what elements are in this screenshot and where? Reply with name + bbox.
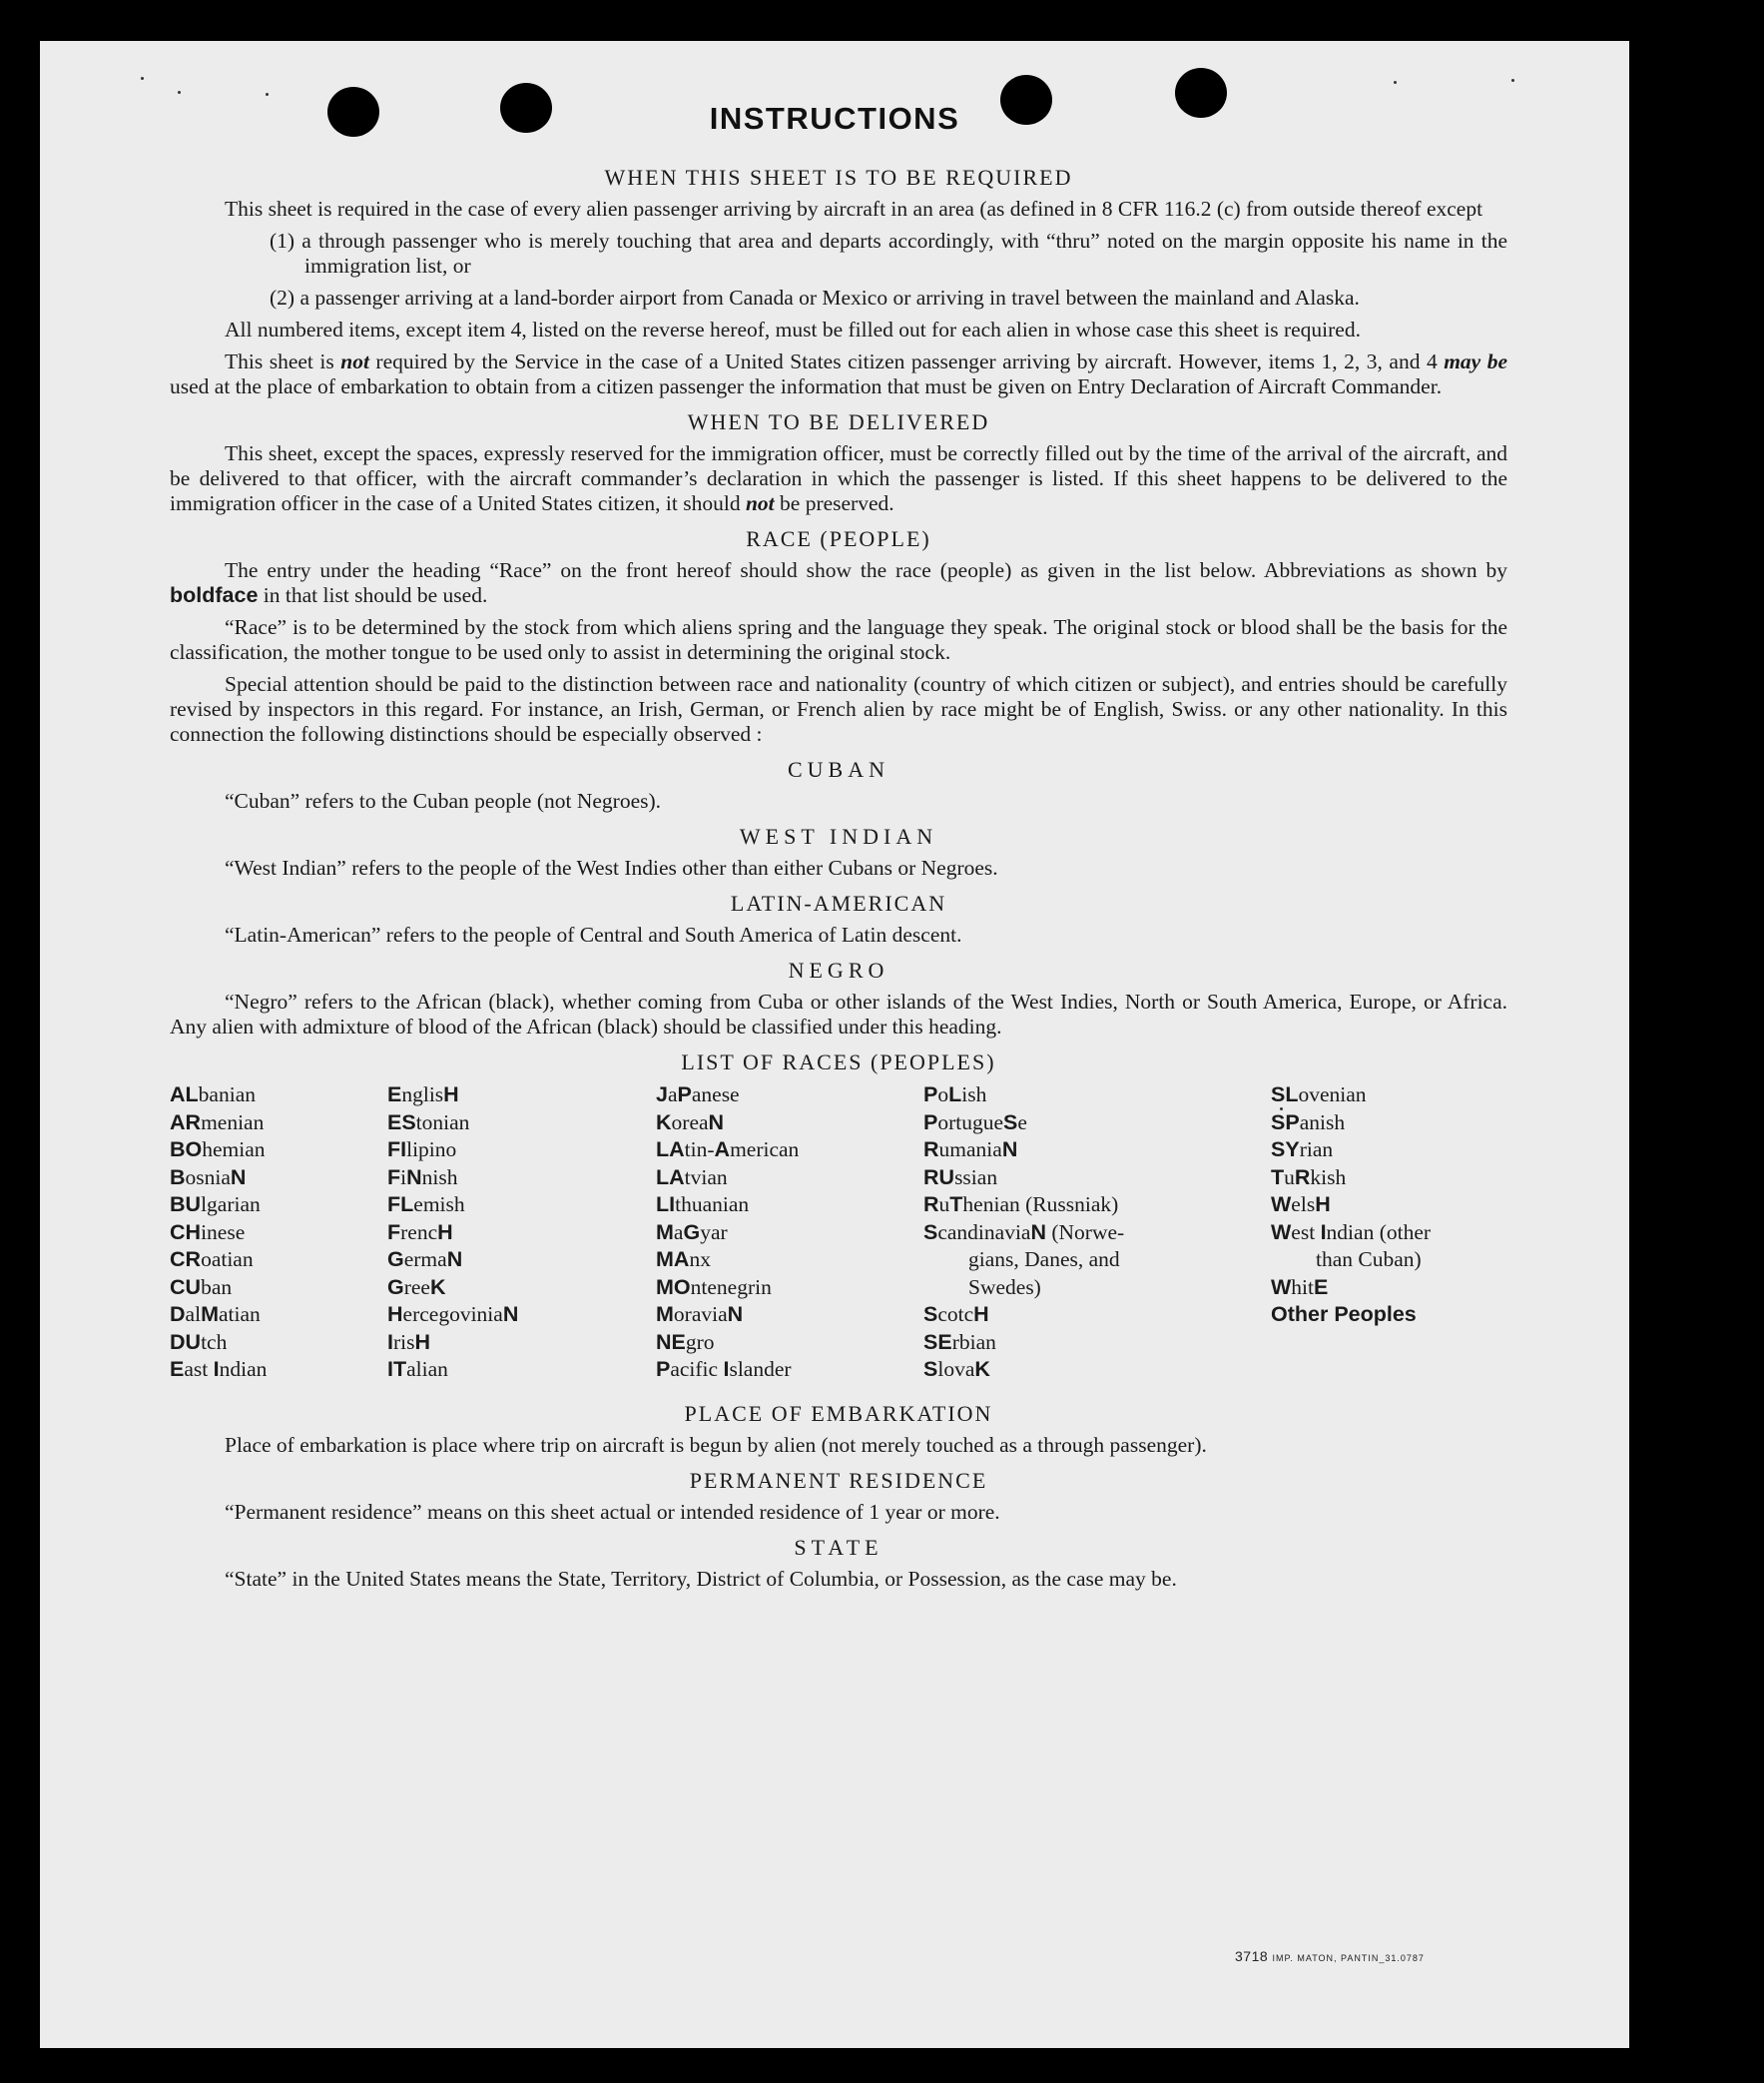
race-entry	[923, 1136, 1124, 1164]
section-heading: STATE	[794, 1535, 883, 1560]
race-abbrev: NE	[656, 1329, 686, 1354]
race-abbrev: SE	[923, 1329, 952, 1354]
race-text: o	[937, 1082, 949, 1106]
race-entry	[656, 1274, 799, 1302]
race-entry	[923, 1246, 1124, 1274]
race-entry	[1271, 1109, 1431, 1137]
document-page	[40, 41, 1629, 2048]
race-text: kish	[1310, 1164, 1347, 1189]
race-abbrev: G	[387, 1247, 404, 1271]
race-entry	[923, 1219, 1124, 1247]
race-abbrev: E	[1314, 1274, 1329, 1299]
race-entry	[656, 1329, 799, 1357]
section-heading: NEGRO	[788, 958, 889, 983]
race-abbrev: Other Peoples	[1271, 1302, 1417, 1326]
race-text: tonian	[415, 1109, 470, 1134]
race-abbrev: K	[974, 1357, 990, 1381]
emphasis: not	[745, 491, 775, 515]
race-entry	[656, 1109, 799, 1137]
race-abbrev: CR	[170, 1247, 202, 1271]
race-text: Swedes)	[968, 1274, 1041, 1299]
race-abbrev: MO	[656, 1274, 691, 1299]
race-text: ndian (other	[1326, 1219, 1432, 1244]
section-heading: PERMANENT RESIDENCE	[689, 1468, 988, 1493]
race-entry	[1271, 1219, 1431, 1247]
race-abbrev: R	[923, 1137, 939, 1161]
race-entry	[1271, 1136, 1431, 1164]
race-entry	[170, 1164, 267, 1192]
race-text: umania	[938, 1137, 1002, 1161]
race-abbrev: T	[949, 1192, 963, 1216]
race-abbrev: SY	[1271, 1137, 1300, 1161]
race-entry	[387, 1219, 518, 1247]
section-heading: PLACE OF EMBARKATION	[684, 1401, 993, 1426]
race-entry	[387, 1301, 518, 1329]
race-text: erma	[403, 1247, 447, 1271]
race-entry	[387, 1274, 518, 1302]
race-entry	[923, 1109, 1124, 1137]
text-run: This sheet, except the spaces, expressly reserved for the immigration officer, must be correctly filled out by the time of the arrival of the aircraft, and be delivered to that officer, with the aircraft commander’s declaration in which the passenger is listed. If this sheet happens to be delivered to the immigration officer in the case of a United States citizen, it should	[170, 441, 1507, 515]
race-abbrev: P	[923, 1082, 938, 1106]
paragraph: “Latin-American” refers to the people of Central and South America of Latin descent.	[225, 923, 962, 947]
race-abbrev: P	[923, 1109, 938, 1134]
race-abbrev: W	[1271, 1219, 1292, 1244]
race-abbrev: LA	[656, 1137, 685, 1161]
race-text: rian	[1299, 1137, 1334, 1161]
paragraph: “Negro” refers to the African (black), whether coming from Cuba or other islands of the West Indies, North or South America, Europe, or Africa. Any alien with admixture of blood of the African (black) should be classified under this heading.	[170, 990, 1507, 1039]
race-abbrev: FI	[387, 1137, 407, 1161]
race-text: nglis	[401, 1082, 444, 1106]
race-text: thuanian	[675, 1192, 750, 1216]
race-text: (Norwe-	[1046, 1219, 1125, 1244]
race-text: than Cuban)	[1316, 1247, 1422, 1271]
race-list	[170, 1081, 1507, 1391]
section-heading: CUBAN	[787, 757, 889, 782]
race-entry	[923, 1356, 1124, 1384]
race-abbrev: CU	[170, 1274, 202, 1299]
race-abbrev: M	[656, 1302, 674, 1326]
race-column	[170, 1081, 267, 1384]
race-abbrev: R	[923, 1192, 939, 1216]
race-text: nish	[421, 1164, 458, 1189]
race-text: a	[667, 1082, 678, 1106]
race-abbrev: AL	[170, 1082, 199, 1106]
race-text: ntenegrin	[690, 1274, 772, 1299]
race-abbrev: P	[656, 1357, 671, 1381]
race-entry	[656, 1081, 799, 1109]
race-text: merican	[730, 1137, 800, 1161]
race-abbrev: F	[387, 1219, 401, 1244]
race-text: emish	[413, 1192, 465, 1216]
race-abbrev: ES	[387, 1109, 416, 1134]
race-abbrev: L	[948, 1082, 962, 1106]
race-abbrev: S	[923, 1302, 938, 1326]
text-run: used at the place of embarkation to obtain from a citizen passenger the information that must be given on Entry Declaration of Aircraft Commander.	[170, 374, 1443, 398]
paragraph: “West Indian” refers to the people of the West Indies other than either Cubans or Negroes.	[225, 856, 998, 880]
exception-item: (1) a through passenger who is merely touching that area and departs accordingly, with “thru” noted on the margin opposite his name in the immigration list, or	[270, 229, 1507, 278]
race-entry	[387, 1246, 518, 1274]
race-abbrev: LI	[656, 1192, 676, 1216]
race-text: inese	[201, 1219, 246, 1244]
speck	[1394, 81, 1397, 84]
race-abbrev: W	[1271, 1192, 1292, 1216]
race-entry	[170, 1136, 267, 1164]
race-entry	[387, 1081, 518, 1109]
race-abbrev: S	[923, 1219, 938, 1244]
race-abbrev: G	[387, 1274, 404, 1299]
section-heading: WHEN THIS SHEET IS TO BE REQUIRED	[604, 165, 1073, 190]
race-abbrev: R	[1294, 1164, 1311, 1189]
race-entry	[656, 1191, 799, 1219]
race-entry	[923, 1329, 1124, 1357]
race-column	[387, 1081, 518, 1384]
race-entry	[923, 1081, 1124, 1109]
text-run: required by the Service in the case of a United States citizen passenger arriving by aircraft. However, items 1, 2, 3, and 4	[368, 349, 1445, 373]
race-entry	[923, 1164, 1124, 1192]
race-abbrev: I	[1320, 1219, 1327, 1244]
race-text: rbian	[951, 1329, 996, 1354]
race-abbrev: N	[708, 1109, 725, 1134]
race-entry	[387, 1164, 518, 1192]
race-abbrev: SP	[1271, 1109, 1300, 1134]
race-text: els	[1291, 1192, 1316, 1216]
race-abbrev: F	[387, 1164, 401, 1189]
race-abbrev: N	[1001, 1137, 1018, 1161]
race-text: ast	[184, 1357, 214, 1381]
race-entry	[1271, 1164, 1431, 1192]
race-text: renc	[400, 1219, 438, 1244]
race-text: oravia	[673, 1302, 728, 1326]
race-abbrev: G	[683, 1219, 701, 1244]
race-text: slander	[729, 1357, 792, 1381]
printer-mark: IMP. MATON, PANTIN_31.0787	[1272, 1953, 1425, 1963]
race-entry	[387, 1136, 518, 1164]
race-text: lipino	[406, 1137, 457, 1161]
race-abbrev: W	[1271, 1274, 1292, 1299]
race-abbrev: K	[429, 1274, 446, 1299]
race-entry	[170, 1081, 267, 1109]
race-entry	[170, 1274, 267, 1302]
text-run: This sheet is	[225, 349, 341, 373]
race-text: i	[400, 1164, 407, 1189]
race-text: cotc	[937, 1302, 974, 1326]
paragraph: Place of embarkation is place where trip on aircraft is begun by alien (not merely touched as a through passenger).	[225, 1433, 1207, 1457]
race-entry	[387, 1356, 518, 1384]
race-entry	[923, 1191, 1124, 1219]
race-abbrev: IT	[387, 1357, 407, 1381]
race-text: a	[673, 1219, 684, 1244]
race-abbrev: S	[1003, 1109, 1018, 1134]
race-entry	[656, 1246, 799, 1274]
race-text: orea	[671, 1109, 709, 1134]
section-heading: WHEN TO BE DELIVERED	[687, 409, 990, 434]
speck	[1511, 79, 1514, 82]
instructions-body	[170, 155, 1507, 1599]
race-entry	[1271, 1191, 1431, 1219]
emphasis: not	[340, 349, 369, 373]
race-text: ovenian	[1298, 1082, 1367, 1106]
race-abbrev: SL	[1271, 1082, 1299, 1106]
race-abbrev: MA	[656, 1247, 690, 1271]
race-abbrev: I	[723, 1357, 730, 1381]
section-heading: LATIN-AMERICAN	[730, 891, 947, 916]
speck	[141, 77, 144, 80]
race-abbrev: LA	[656, 1164, 685, 1189]
race-entry	[923, 1301, 1124, 1329]
race-text: ris	[392, 1329, 415, 1354]
paragraph: “Cuban” refers to the Cuban people (not Negroes).	[225, 789, 662, 813]
race-abbrev: N	[230, 1164, 247, 1189]
paragraph	[170, 558, 1507, 608]
race-abbrev: N	[1030, 1219, 1046, 1244]
race-text: ndian	[219, 1357, 268, 1381]
race-entry	[170, 1246, 267, 1274]
emphasis: may be	[1444, 349, 1507, 373]
race-text: al	[185, 1302, 202, 1326]
race-abbrev: M	[201, 1302, 219, 1326]
race-text: est	[1291, 1219, 1321, 1244]
race-abbrev: E	[387, 1082, 402, 1106]
race-column	[923, 1081, 1124, 1384]
race-text: atian	[218, 1302, 261, 1326]
race-abbrev: H	[437, 1219, 453, 1244]
race-text: nx	[689, 1247, 711, 1271]
speck	[178, 91, 181, 94]
paragraph: This sheet is required in the case of every alien passenger arriving by aircraft in an area (as defined in 8 CFR 116.2 (c) from outside thereof except	[225, 197, 1483, 221]
race-abbrev: CH	[170, 1219, 202, 1244]
race-abbrev: E	[170, 1357, 185, 1381]
race-text: u	[938, 1192, 950, 1216]
race-text: u	[1284, 1164, 1295, 1189]
race-entry	[656, 1136, 799, 1164]
race-abbrev: H	[387, 1302, 403, 1326]
race-text: oatian	[201, 1247, 254, 1271]
emphasis: boldface	[170, 583, 259, 607]
race-entry	[170, 1109, 267, 1137]
race-text: ban	[201, 1274, 233, 1299]
paragraph: “Race” is to be determined by the stock from which aliens spring and the language they speak. The original stock or blood shall be the basis for the classification, the mother tongue to be used only to assist in determining the original stock.	[170, 615, 1507, 664]
race-text: hit	[1291, 1274, 1314, 1299]
race-entry	[170, 1301, 267, 1329]
race-entry	[170, 1329, 267, 1357]
text-run: in that list should be used.	[258, 583, 488, 607]
text-run: be preserved.	[774, 491, 894, 515]
race-text: ree	[403, 1274, 430, 1299]
paragraph: “Permanent residence” means on this sheet actual or intended residence of 1 year or more.	[225, 1500, 1000, 1524]
race-entry	[387, 1329, 518, 1357]
race-abbrev: H	[414, 1329, 431, 1354]
race-abbrev: P	[677, 1082, 692, 1106]
race-text: alian	[406, 1357, 448, 1381]
paragraph: All numbered items, except item 4, listed on the reverse hereof, must be filled out for each alien in whose case this sheet is required.	[225, 318, 1361, 342]
section-heading: LIST OF RACES (PEOPLES)	[681, 1049, 996, 1074]
section-heading: RACE (PEOPLE)	[746, 526, 931, 551]
race-text: tin-	[684, 1137, 715, 1161]
race-abbrev: AR	[170, 1109, 202, 1134]
race-abbrev: A	[714, 1137, 731, 1161]
race-text: ercegovinia	[402, 1302, 503, 1326]
race-entry	[1271, 1274, 1431, 1302]
race-entry	[170, 1219, 267, 1247]
race-text: banian	[198, 1082, 256, 1106]
form-number: 3718	[1235, 1948, 1269, 1964]
race-abbrev: RU	[923, 1164, 955, 1189]
race-text: henian (Russniak)	[962, 1192, 1119, 1216]
race-abbrev: N	[446, 1247, 463, 1271]
race-entry	[170, 1356, 267, 1384]
race-column	[1271, 1081, 1431, 1329]
race-abbrev: I	[387, 1329, 393, 1354]
race-abbrev: B	[170, 1164, 186, 1189]
race-abbrev: H	[1315, 1192, 1331, 1216]
page-title: INSTRUCTIONS	[709, 101, 960, 136]
race-text: osnia	[185, 1164, 231, 1189]
race-text: anish	[1299, 1109, 1346, 1134]
race-abbrev: N	[727, 1302, 744, 1326]
race-abbrev: BU	[170, 1192, 202, 1216]
race-text: gro	[685, 1329, 715, 1354]
race-abbrev: J	[656, 1082, 668, 1106]
race-text: ssian	[954, 1164, 998, 1189]
race-text: ish	[961, 1082, 987, 1106]
race-column	[656, 1081, 799, 1384]
race-text: ortugue	[937, 1109, 1004, 1134]
race-abbrev: FL	[387, 1192, 414, 1216]
paragraph: “State” in the United States means the State, Territory, District of Columbia, or Possession, as the case may be.	[225, 1567, 1177, 1591]
race-entry	[1271, 1081, 1431, 1109]
race-abbrev: M	[656, 1219, 674, 1244]
race-entry	[1271, 1246, 1431, 1274]
race-abbrev: N	[502, 1302, 519, 1326]
race-text: acific	[670, 1357, 724, 1381]
race-abbrev: N	[406, 1164, 422, 1189]
race-entry	[387, 1109, 518, 1137]
race-text: tvian	[684, 1164, 728, 1189]
race-abbrev: H	[973, 1302, 989, 1326]
paragraph: Special attention should be paid to the distinction between race and nationality (country of which citizen or subject), and entries should be carefully revised by inspectors in this regard. For instance, an Irish, German, or French alien by race might be of English, Swiss. or any other nationality. In this connection the following distinctions should be especially observed :	[170, 672, 1507, 746]
race-text: e	[1017, 1109, 1027, 1134]
section-heading: WEST INDIAN	[739, 824, 938, 849]
race-abbrev: K	[656, 1109, 672, 1134]
race-text: lova	[937, 1357, 975, 1381]
race-text: menian	[201, 1109, 265, 1134]
exception-item: (2) a passenger arriving at a land-border airport from Canada or Mexico or arriving in travel between the mainland and Alaska.	[270, 286, 1360, 310]
race-text: gians, Danes, and	[968, 1247, 1120, 1271]
race-entry	[1271, 1301, 1431, 1329]
race-abbrev: DU	[170, 1329, 202, 1354]
race-text: lgarian	[201, 1192, 261, 1216]
race-abbrev: H	[443, 1082, 459, 1106]
race-entry	[387, 1191, 518, 1219]
race-abbrev: I	[213, 1357, 220, 1381]
race-entry	[656, 1356, 799, 1384]
race-text: candinavia	[937, 1219, 1031, 1244]
paragraph	[170, 349, 1507, 399]
race-entry	[923, 1274, 1124, 1302]
race-abbrev: S	[923, 1357, 938, 1381]
race-text: hemian	[202, 1137, 266, 1161]
race-text: anese	[691, 1082, 740, 1106]
race-entry	[656, 1301, 799, 1329]
race-text: tch	[201, 1329, 228, 1354]
speck	[266, 93, 269, 96]
paragraph	[170, 441, 1507, 516]
form-code	[1235, 1948, 1425, 1964]
race-entry	[656, 1164, 799, 1192]
race-text: yar	[700, 1219, 728, 1244]
race-abbrev: BO	[170, 1137, 203, 1161]
race-entry	[656, 1219, 799, 1247]
race-abbrev: T	[1271, 1164, 1285, 1189]
race-entry	[170, 1191, 267, 1219]
race-abbrev: D	[170, 1302, 186, 1326]
text-run: The entry under the heading “Race” on the front hereof should show the race (people) as given in the list below. Abbreviations as shown by	[225, 558, 1507, 582]
